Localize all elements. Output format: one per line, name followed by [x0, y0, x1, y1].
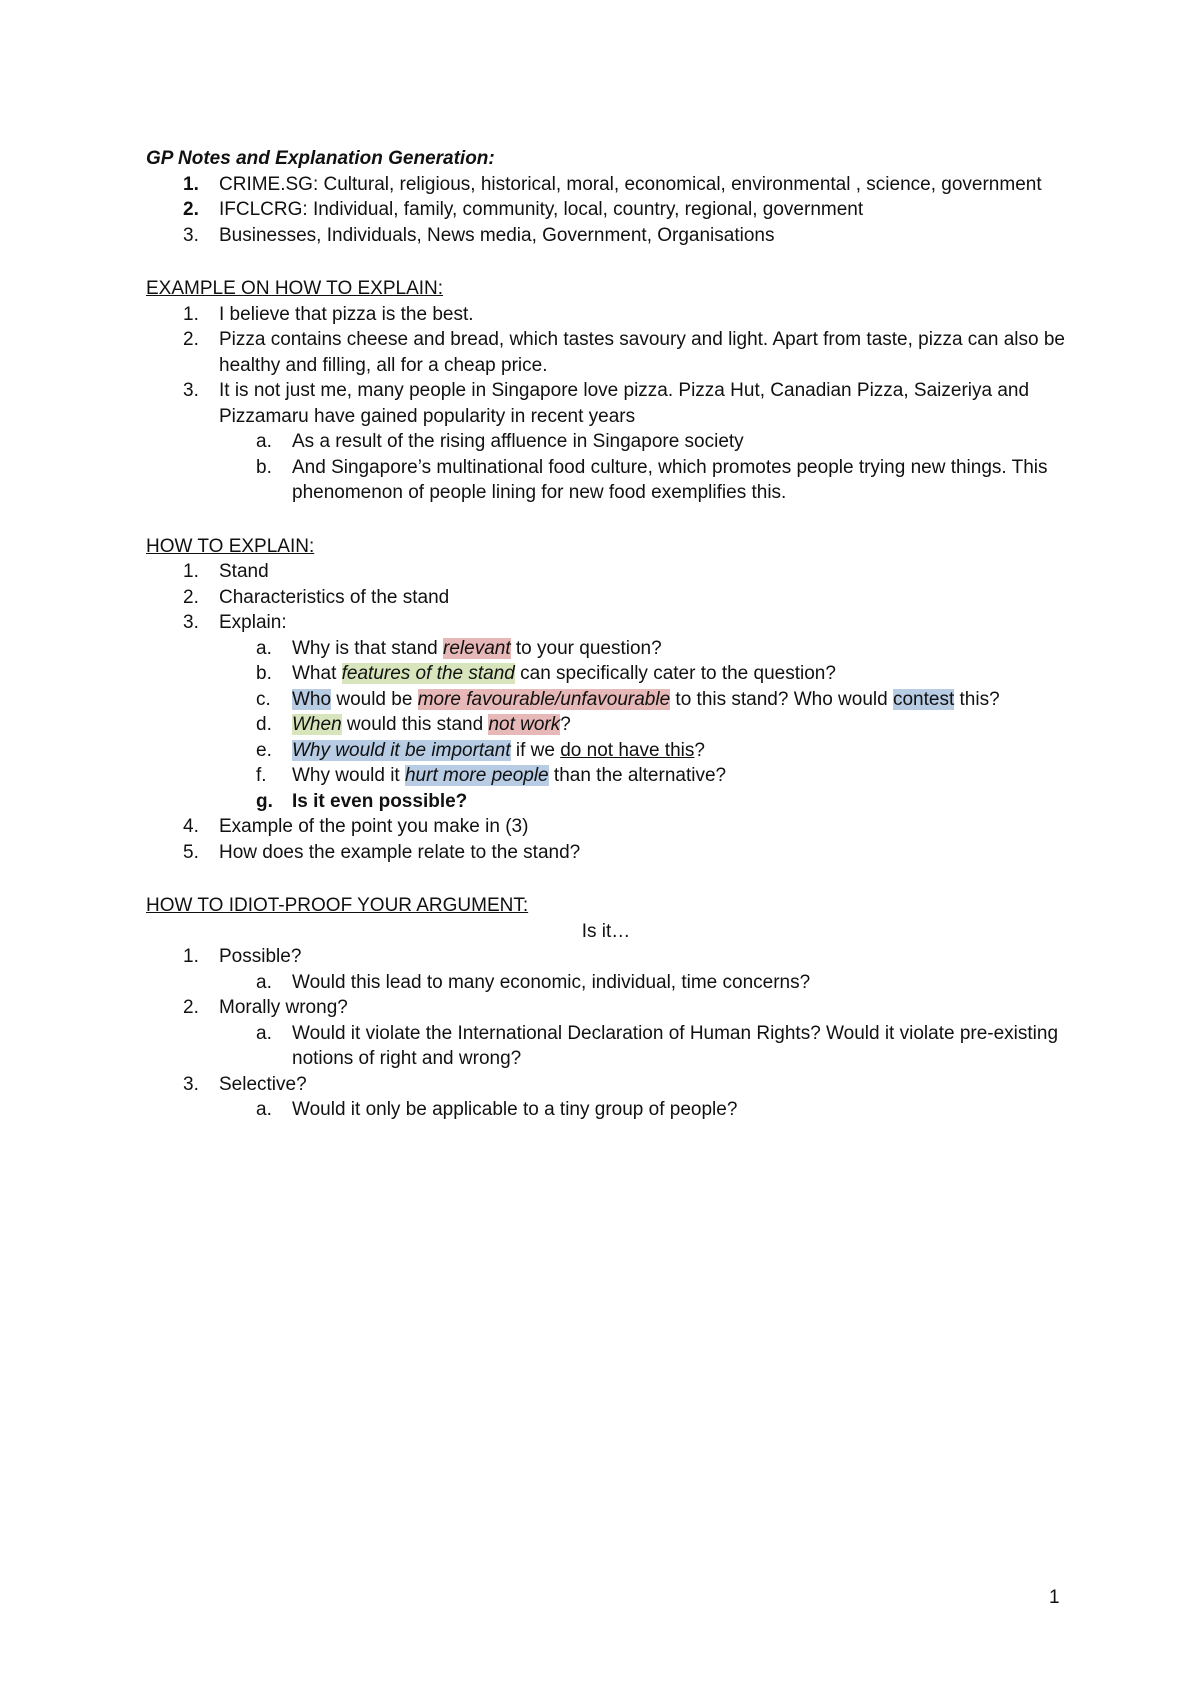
- item-letter: a.: [256, 971, 272, 993]
- sub-list-item: [146, 455, 1066, 506]
- item-letter: a.: [256, 431, 272, 452]
- list-item: [146, 223, 1066, 249]
- item-text: Why would it hurt more people than the alternative?: [292, 765, 727, 786]
- item-number: 5.: [183, 841, 199, 863]
- item-number: 1.: [183, 303, 199, 325]
- list-item: [146, 172, 1066, 198]
- list-item: [146, 840, 1066, 866]
- list-item: [146, 995, 1066, 1021]
- section-heading-explain: HOW TO EXPLAIN:: [146, 535, 315, 557]
- item-text: As a result of the rising affluence in Singapore society: [292, 431, 744, 452]
- highlight-blue: Who: [292, 688, 332, 710]
- item-number: 3.: [183, 612, 199, 633]
- item-text: Why is that stand relevant to your question?: [292, 637, 662, 659]
- sub-list-item: [146, 661, 1066, 687]
- sub-list-item: [146, 1021, 1066, 1072]
- sub-list-item: [146, 687, 1066, 713]
- list-item: [146, 944, 1066, 970]
- highlight-green: features of the stand: [341, 663, 515, 684]
- item-letter: e.: [256, 739, 272, 761]
- sub-list-item: [146, 763, 1066, 789]
- item-number: 2.: [183, 199, 199, 220]
- item-number: 1.: [183, 173, 199, 195]
- item-text: Explain:: [219, 612, 287, 633]
- section-intro: Is it…: [581, 920, 631, 942]
- item-text: When would this stand not work?: [292, 714, 571, 735]
- item-text: Characteristics of the stand: [219, 586, 450, 608]
- item-number: 3.: [183, 1073, 199, 1095]
- item-text: Selective?: [219, 1073, 307, 1095]
- list-item: [146, 814, 1066, 840]
- item-text: Who would be more favourable/unfavourable to this stand? Who would contest this?: [292, 688, 1000, 710]
- item-text: Would it only be applicable to a tiny group of people?: [292, 1099, 738, 1120]
- list-item: [146, 1072, 1066, 1098]
- item-letter: b.: [256, 663, 272, 684]
- item-number: 2.: [183, 997, 199, 1018]
- explain-list: [146, 559, 1066, 865]
- item-text: IFCLCRG: Individual, family, community, local, country, regional, government: [219, 199, 864, 220]
- highlight-red: relevant: [443, 637, 511, 659]
- sub-list-item: [146, 636, 1066, 662]
- list-item: [146, 378, 1066, 429]
- item-text: I believe that pizza is the best.: [219, 303, 474, 325]
- item-text: Pizza contains cheese and bread, which tastes savoury and light. Apart from taste, pizza can also be healthy and filling, all for a cheap price.: [219, 329, 1065, 376]
- item-text: What features of the stand can specifically cater to the question?: [292, 663, 836, 684]
- item-text: Possible?: [219, 946, 302, 967]
- example-list: [146, 302, 1066, 506]
- item-text: Why would it be important if we do not have this?: [292, 739, 705, 761]
- sub-list-item: [146, 970, 1066, 996]
- document-title: GP Notes and Explanation Generation:: [146, 148, 495, 169]
- list-item: [146, 610, 1066, 636]
- highlight-blue: contest: [892, 688, 955, 710]
- sub-list-item: [146, 712, 1066, 738]
- item-letter: b.: [256, 456, 272, 478]
- item-letter: f.: [256, 765, 267, 786]
- highlight-red: not work: [488, 714, 561, 735]
- idiot-proof-list: [146, 944, 1066, 1123]
- highlight-red: more favourable/unfavourable: [417, 688, 671, 710]
- sub-list-item: [146, 738, 1066, 764]
- list-item: [146, 585, 1066, 611]
- highlight-green: When: [292, 714, 342, 735]
- item-letter: a.: [256, 1022, 272, 1044]
- sub-list-item: [146, 1097, 1066, 1123]
- item-number: 3.: [183, 224, 199, 246]
- item-letter: d.: [256, 714, 272, 735]
- highlight-blue: Why would it be important: [292, 739, 511, 761]
- list-item: [146, 327, 1066, 378]
- item-letter: c.: [256, 688, 271, 710]
- page-content: [146, 146, 1066, 1123]
- item-text: Example of the point you make in (3): [219, 816, 529, 837]
- item-number: 3.: [183, 380, 199, 401]
- item-number: 2.: [183, 586, 199, 608]
- list-item: [146, 302, 1066, 328]
- page-number: 1: [1049, 1587, 1060, 1608]
- item-number: 4.: [183, 816, 199, 837]
- list-item: [146, 559, 1066, 585]
- item-number: 1.: [183, 946, 199, 967]
- item-text: Morally wrong?: [219, 997, 348, 1018]
- item-letter: g.: [256, 790, 273, 812]
- item-text: It is not just me, many people in Singapore love pizza. Pizza Hut, Canadian Pizza, Saizeriya and Pizzamaru have gained popularity in recent years: [219, 380, 1030, 427]
- frameworks-list: [146, 172, 1066, 249]
- item-text: Would this lead to many economic, individual, time concerns?: [292, 971, 811, 993]
- sub-list-item: [146, 789, 1066, 815]
- highlight-blue: hurt more people: [404, 765, 549, 786]
- item-number: 2.: [183, 329, 199, 350]
- item-text: And Singapore’s multinational food culture, which promotes people trying new things. This phenomenon of people lining for new food exemplifies this.: [292, 456, 1048, 503]
- item-text: How does the example relate to the stand?: [219, 841, 581, 863]
- item-number: 1.: [183, 561, 199, 582]
- sub-list-item: [146, 429, 1066, 455]
- item-letter: a.: [256, 1099, 272, 1120]
- underlined-text: do not have this: [560, 739, 695, 761]
- item-text: CRIME.SG: Cultural, religious, historical, moral, economical, environmental , science, government: [219, 173, 1042, 195]
- section-heading-idiot-proof: HOW TO IDIOT-PROOF YOUR ARGUMENT:: [146, 895, 529, 916]
- list-item: [146, 197, 1066, 223]
- item-text: Businesses, Individuals, News media, Government, Organisations: [219, 224, 775, 246]
- section-heading-example: EXAMPLE ON HOW TO EXPLAIN:: [146, 278, 444, 299]
- item-text: Is it even possible?: [292, 790, 468, 812]
- item-text: Stand: [219, 561, 269, 582]
- item-text: Would it violate the International Declaration of Human Rights? Would it violate pre-existing notions of right and wrong?: [292, 1022, 1059, 1069]
- item-letter: a.: [256, 637, 272, 659]
